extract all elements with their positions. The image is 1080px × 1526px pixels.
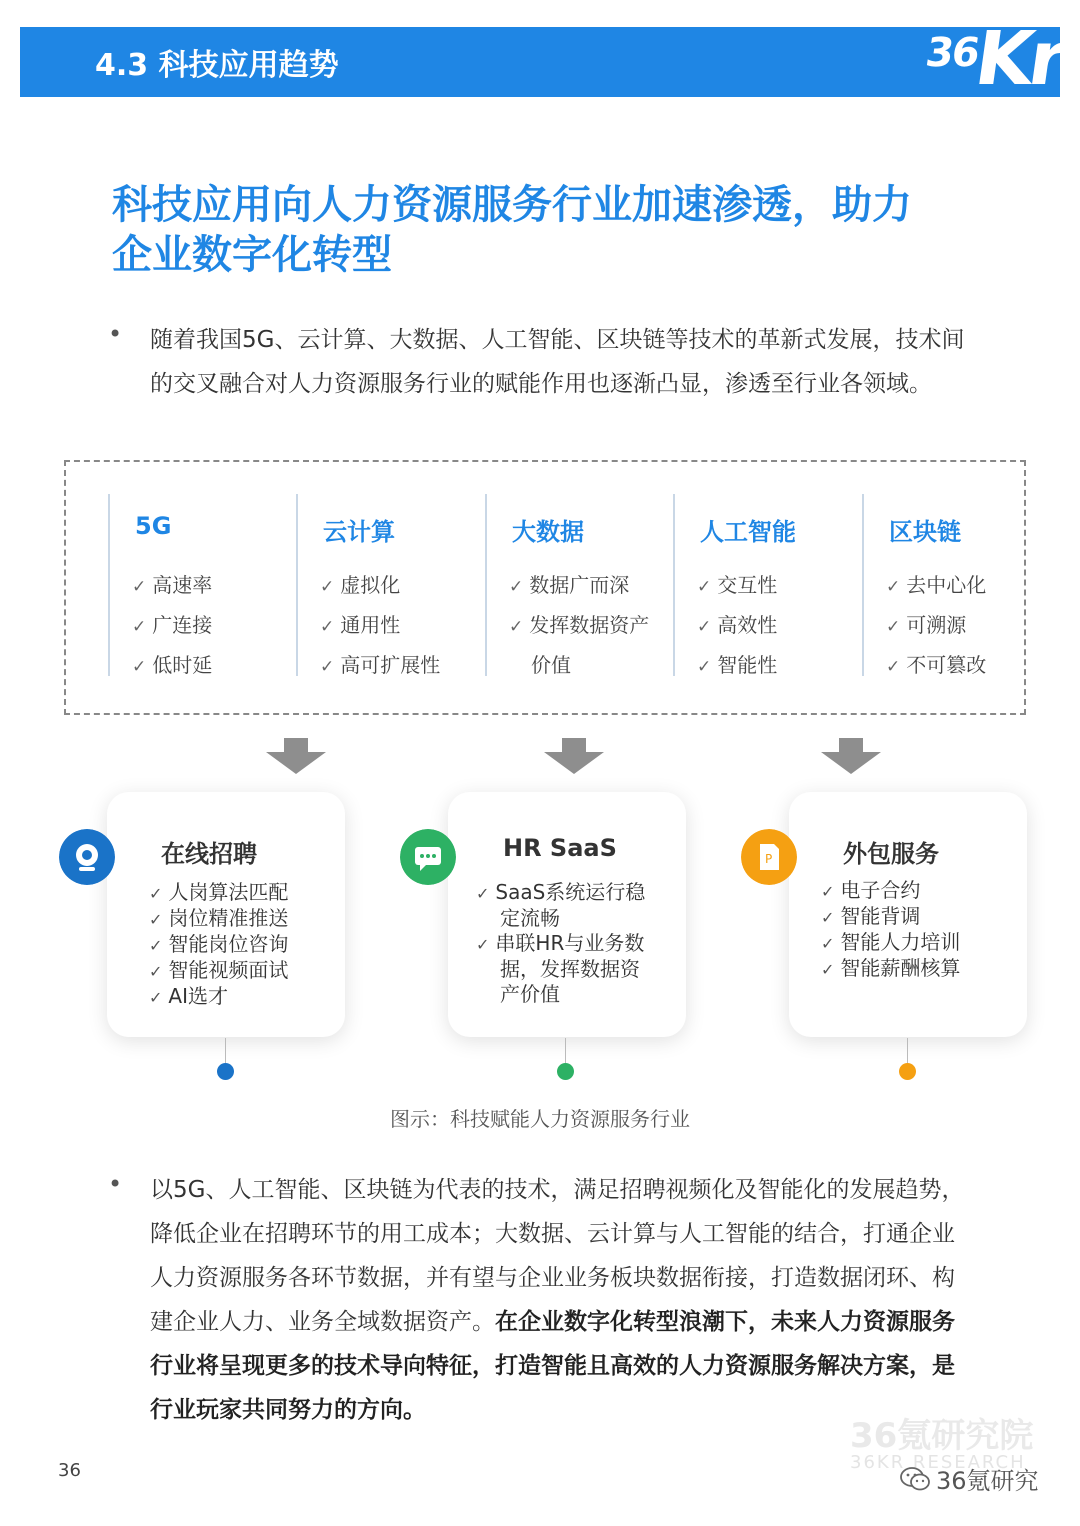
tech-column-ai xyxy=(673,494,833,676)
tech-column-bigdata xyxy=(485,494,650,677)
orange-dot xyxy=(899,1063,916,1080)
card-item: ✓ 串联HR与业务数 xyxy=(476,931,645,955)
figure-caption: 图示：科技赋能人力资源服务行业 xyxy=(390,1107,690,1131)
check-icon: ✓ xyxy=(320,617,335,637)
tech-item: ✓ 虚拟化 xyxy=(320,573,401,597)
check-icon: ✓ xyxy=(149,962,163,981)
conclusion-paragraph xyxy=(150,1168,970,1432)
green-dot xyxy=(557,1063,574,1080)
check-icon: ✓ xyxy=(132,577,147,597)
svg-text:P: P xyxy=(765,852,773,866)
conclusion-bold-text: 在企业数字化转型浪潮下，未来人力资源服务行业将呈现更多的技术导向特征，打造智能且高效的人力资源服务解决方案，是行业玩家共同努力的方向。 xyxy=(150,1309,955,1423)
check-icon: ✓ xyxy=(821,882,835,901)
check-icon: ✓ xyxy=(476,935,490,954)
chat-bubble-icon xyxy=(400,829,456,885)
card-item: ✓ 智能岗位咨询 xyxy=(149,932,289,956)
check-icon: ✓ xyxy=(821,908,835,927)
tech-item: ✓ 高可扩展性 xyxy=(320,653,441,677)
tech-title: 5G xyxy=(135,512,172,540)
check-icon: ✓ xyxy=(132,657,147,677)
card-item: ✓ 智能薪酬核算 xyxy=(821,956,961,980)
check-icon: ✓ xyxy=(886,577,901,597)
page-title-line1: 科技应用向人力资源服务行业加速渗透，助力 xyxy=(112,182,912,228)
card-item: ✓ 电子合约 xyxy=(821,878,921,902)
wechat-label: 36氪研究 xyxy=(936,1467,1039,1495)
tech-item: ✓ 通用性 xyxy=(320,613,401,637)
check-icon: ✓ xyxy=(821,960,835,979)
check-icon: ✓ xyxy=(132,617,147,637)
service-card-online-recruitment xyxy=(107,792,345,1037)
check-icon: ✓ xyxy=(320,577,335,597)
card-item: 据，发挥数据资 xyxy=(500,957,640,981)
check-icon: ✓ xyxy=(149,936,163,955)
check-icon: ✓ xyxy=(697,577,712,597)
tech-item: ✓ 交互性 xyxy=(697,573,778,597)
tech-item: ✓ 低时延 xyxy=(132,653,213,677)
wechat-account xyxy=(900,1461,1039,1496)
check-icon: ✓ xyxy=(320,657,335,677)
tech-column-cloud xyxy=(296,494,456,676)
card-item: 产价值 xyxy=(500,982,560,1006)
logo-kr: Kr xyxy=(969,16,1068,102)
logo-number: 36 xyxy=(922,30,981,76)
down-arrow-icon xyxy=(821,738,881,774)
service-card-outsourcing xyxy=(789,792,1027,1037)
intro-paragraph: 随着我国5G、云计算、大数据、人工智能、区块链等技术的革新式发展，技术间的交叉融合对人力资源服务行业的赋能作用也逐渐凸显，渗透至行业各领域。 xyxy=(150,327,965,397)
card-item: ✓ 岗位精准推送 xyxy=(149,906,289,930)
card-item: ✓ SaaS系统运行稳 xyxy=(476,880,646,904)
tech-item: ✓ 高效性 xyxy=(697,613,778,637)
tech-title: 人工智能 xyxy=(700,518,796,546)
check-icon: ✓ xyxy=(149,910,163,929)
tech-item: ✓ 去中心化 xyxy=(886,573,987,597)
check-icon: ✓ xyxy=(509,577,524,597)
36kr-logo xyxy=(918,16,1068,102)
tech-title: 区块链 xyxy=(889,518,961,546)
check-icon: ✓ xyxy=(821,934,835,953)
tech-item: ✓ 智能性 xyxy=(697,653,778,677)
tech-item: ✓ 广连接 xyxy=(132,613,213,637)
tech-title: 大数据 xyxy=(512,518,584,546)
tech-title: 云计算 xyxy=(323,518,395,546)
card-item: ✓ AI选才 xyxy=(149,984,228,1008)
service-card-hr-saas xyxy=(448,792,686,1037)
check-icon: ✓ xyxy=(149,988,163,1007)
document-icon xyxy=(741,829,797,885)
tech-column-blockchain xyxy=(862,494,1022,676)
webcam-icon xyxy=(59,829,115,885)
down-arrow-icon xyxy=(544,738,604,774)
connector-line xyxy=(225,1038,226,1064)
connector-line xyxy=(565,1038,566,1064)
bullet-dot: • xyxy=(108,1170,123,1198)
conclusion-normal-text: 以5G、人工智能、区块链为代表的技术，满足招聘视频化及智能化的发展趋势，降低企业在招聘环节的用工成本；大数据、云计算与人工智能的结合，打通企业人力资源服务各环节数据，并有望与企业业务板块数据衔接，打造数据闭环、构建企业人力、业务全域数据资产。 xyxy=(150,1177,965,1335)
card-title: 在线招聘 xyxy=(161,840,257,868)
wechat-icon xyxy=(900,1467,930,1491)
tech-item: ✓ 数据广而深 xyxy=(509,573,630,597)
card-item: ✓ 人岗算法匹配 xyxy=(149,880,289,904)
card-item: 定流畅 xyxy=(500,906,560,930)
card-item: ✓ 智能视频面试 xyxy=(149,958,289,982)
card-item: ✓ 智能人力培训 xyxy=(821,930,961,954)
check-icon: ✓ xyxy=(509,617,524,637)
check-icon: ✓ xyxy=(149,884,163,903)
card-title: HR SaaS xyxy=(503,834,617,862)
tech-item: ✓ 可溯源 xyxy=(886,613,967,637)
bullet-dot: • xyxy=(108,320,123,348)
page-title-line2: 企业数字化转型 xyxy=(112,232,392,278)
tech-item: ✓ 不可篡改 xyxy=(886,653,987,677)
technology-box xyxy=(64,460,1026,715)
down-arrow-icon xyxy=(266,738,326,774)
section-title: 4.3 科技应用趋势 xyxy=(95,48,339,83)
connector-line xyxy=(907,1038,908,1064)
page-title xyxy=(112,180,992,280)
tech-item: ✓ 高速率 xyxy=(132,573,213,597)
check-icon: ✓ xyxy=(697,657,712,677)
card-item: ✓ 智能背调 xyxy=(821,904,921,928)
check-icon: ✓ xyxy=(476,884,490,903)
tech-column-5g xyxy=(108,494,268,676)
card-title: 外包服务 xyxy=(843,840,939,868)
watermark-cn: 36氪研究院 xyxy=(850,1416,1034,1456)
page-number: 36 xyxy=(58,1460,81,1481)
check-icon: ✓ xyxy=(697,617,712,637)
check-icon: ✓ xyxy=(886,657,901,677)
blue-dot xyxy=(217,1063,234,1080)
check-icon: ✓ xyxy=(886,617,901,637)
tech-item: ✓ 发挥数据资产 xyxy=(509,613,650,637)
watermark-en: 36KR RESEARCH xyxy=(850,1452,1026,1473)
tech-item: 价值 xyxy=(531,653,571,677)
